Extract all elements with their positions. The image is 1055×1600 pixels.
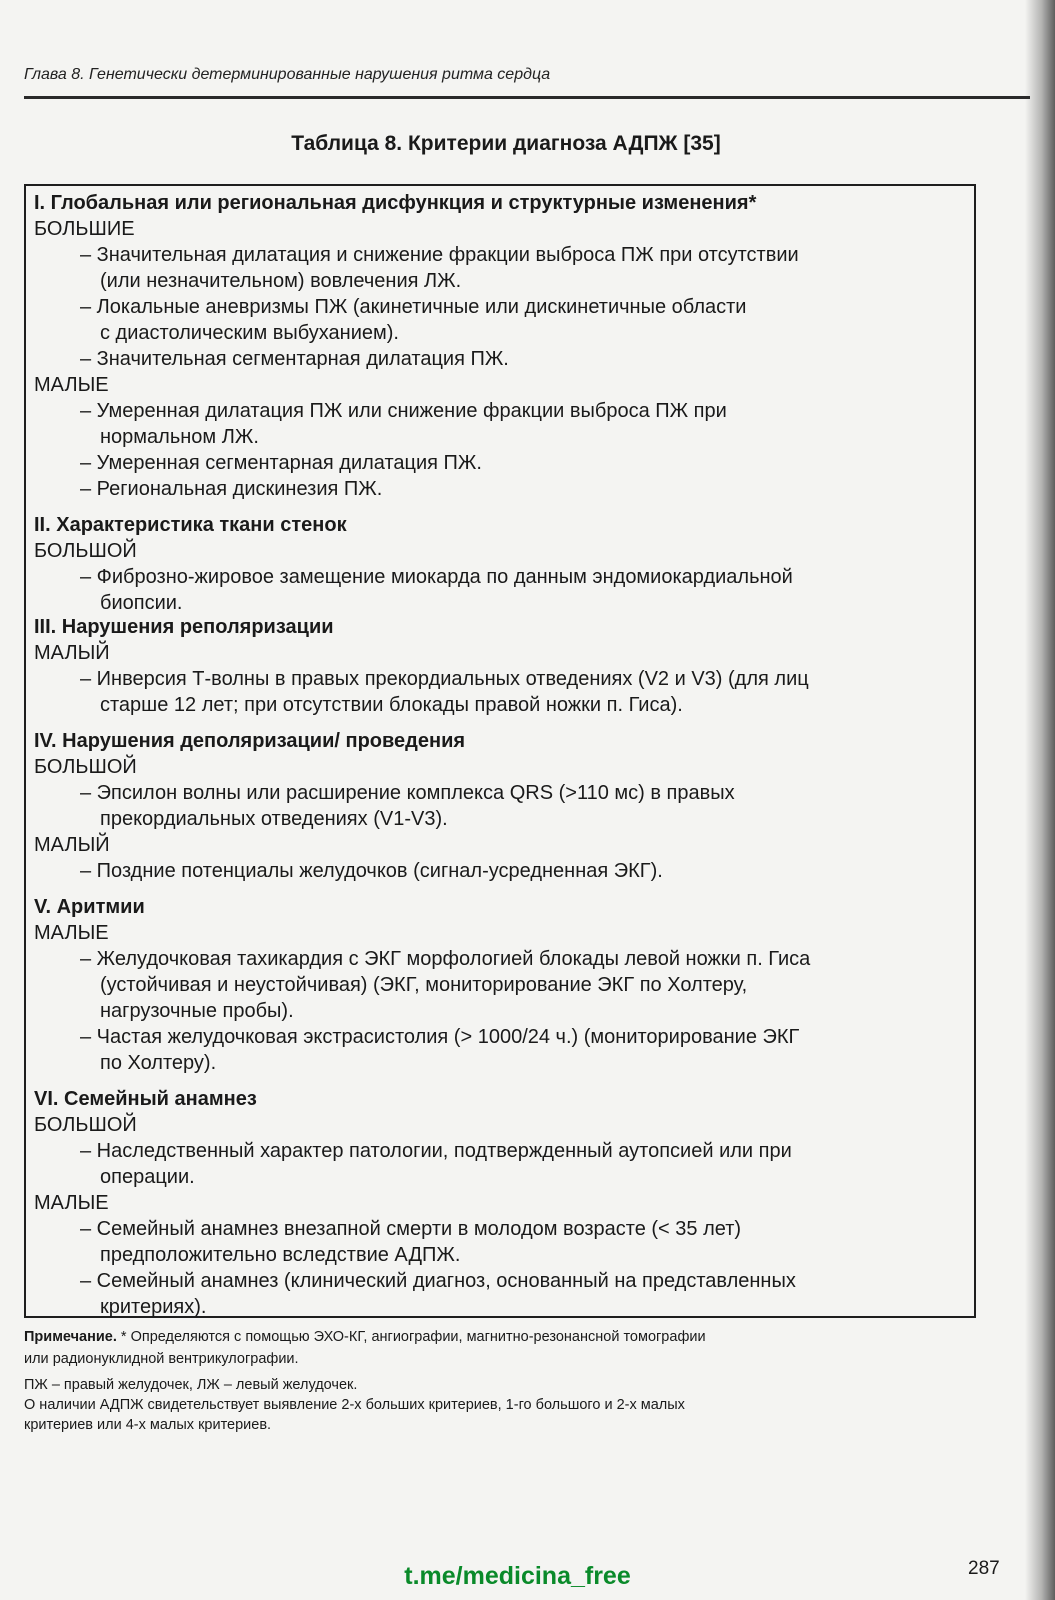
note-asterisk <box>24 1328 706 1346</box>
note-diagnosis-rule-continued: критериев или 4-х малых критериев. <box>24 1417 272 1433</box>
criterion-line: – Наследственный характер патологии, подтвержденный аутопсией или при <box>80 1140 792 1162</box>
criterion-line: – Умеренная сегментарная дилатация ПЖ. <box>80 452 482 474</box>
criterion-line: по Холтеру). <box>100 1052 217 1074</box>
criterion-line: предположительно вследствие АДПЖ. <box>100 1244 461 1266</box>
note-abbreviations: ПЖ – правый желудочек, ЛЖ – левый желудочек. <box>24 1377 358 1393</box>
criterion-line: (или незначительном) вовлечения ЛЖ. <box>100 270 462 292</box>
group-label-minor: МАЛЫЕ <box>34 1192 109 1214</box>
note-diagnosis-rule: О наличии АДПЖ свидетельствует выявление 2-х больших критериев, 1-го большого и 2-х малых <box>24 1397 685 1413</box>
section-heading-family-history: VI. Семейный анамнез <box>34 1088 257 1110</box>
criterion-line: – Фиброзно-жировое замещение миокарда по данным эндомиокардиальной <box>80 566 793 588</box>
section-heading-tissue: II. Характеристика ткани стенок <box>34 514 347 536</box>
group-label-minor: МАЛЫЙ <box>34 642 110 664</box>
criterion-line: – Значительная сегментарная дилатация ПЖ. <box>80 348 509 370</box>
criterion-line: – Желудочковая тахикардия с ЭКГ морфологией блокады левой ножки п. Гиса <box>80 948 811 970</box>
note-label: Примечание. <box>24 1329 117 1345</box>
criterion-line: критериях). <box>100 1296 207 1318</box>
criterion-line: нагрузочные пробы). <box>100 1000 294 1022</box>
group-label-major: БОЛЬШОЙ <box>34 540 137 562</box>
group-label-minor: МАЛЫЕ <box>34 922 109 944</box>
group-label-major: БОЛЬШОЙ <box>34 756 137 778</box>
group-label-major: БОЛЬШОЙ <box>34 1114 137 1136</box>
criterion-line: – Частая желудочковая экстрасистолия (> 1000/24 ч.) (мониторирование ЭКГ <box>80 1026 800 1048</box>
criterion-line: операции. <box>100 1166 195 1188</box>
criterion-line: прекордиальных отведениях (V1-V3). <box>100 808 448 830</box>
criterion-line: – Локальные аневризмы ПЖ (акинетичные или дискинетичные области <box>80 296 747 318</box>
header-rule <box>24 96 1030 99</box>
section-heading-repolarization: III. Нарушения реполяризации <box>34 616 334 638</box>
criterion-line: – Семейный анамнез внезапной смерти в молодом возрасте (< 35 лет) <box>80 1218 742 1240</box>
criterion-line: – Эпсилон волны или расширение комплекса QRS (>110 мс) в правых <box>80 782 735 804</box>
section-heading-global-dysfunction: I. Глобальная или региональная дисфункция и структурные изменения* <box>34 192 757 214</box>
running-header: Глава 8. Генетически детерминированные нарушения ритма сердца <box>24 66 551 83</box>
criterion-line: – Семейный анамнез (клинический диагноз, основанный на представленных <box>80 1270 796 1292</box>
section-heading-depolarization: IV. Нарушения деполяризации/ проведения <box>34 730 466 752</box>
group-label-major: БОЛЬШИЕ <box>34 218 135 240</box>
criterion-line: старше 12 лет; при отсутствии блокады правой ножки п. Гиса). <box>100 694 683 716</box>
criterion-line: биопсии. <box>100 592 183 614</box>
criterion-line: нормальном ЛЖ. <box>100 426 259 448</box>
table-title: Таблица 8. Критерии диагноза АДПЖ [35] <box>291 132 721 155</box>
group-label-minor: МАЛЫЙ <box>34 834 110 856</box>
criterion-line: – Поздние потенциалы желудочков (сигнал-усредненная ЭКГ). <box>80 860 663 882</box>
criterion-line: – Региональная дискинезия ПЖ. <box>80 478 383 500</box>
criterion-line: (устойчивая и неустойчивая) (ЭКГ, мониторирование ЭКГ по Холтеру, <box>100 974 748 996</box>
page-edge-shadow <box>1025 0 1055 1600</box>
criterion-line: с диастолическим выбуханием). <box>100 322 399 344</box>
criterion-line: – Значительная дилатация и снижение фракции выброса ПЖ при отсутствии <box>80 244 799 266</box>
section-heading-arrhythmias: V. Аритмии <box>34 896 145 918</box>
page-number: 287 <box>968 1558 1000 1579</box>
group-label-minor: МАЛЫЕ <box>34 374 109 396</box>
note-asterisk-continued: или радионуклидной вентрикулографии. <box>24 1351 299 1367</box>
note-asterisk-text: * Определяются с помощью ЭХО-КГ, ангиографии, магнитно-резонансной томографии <box>116 1329 706 1345</box>
criterion-line: – Инверсия Т-волны в правых прекордиальных отведениях (V2 и V3) (для лиц <box>80 668 809 690</box>
criterion-line: – Умеренная дилатация ПЖ или снижение фракции выброса ПЖ при <box>80 400 727 422</box>
footer-watermark-link[interactable]: t.me/medicina_free <box>404 1562 631 1590</box>
